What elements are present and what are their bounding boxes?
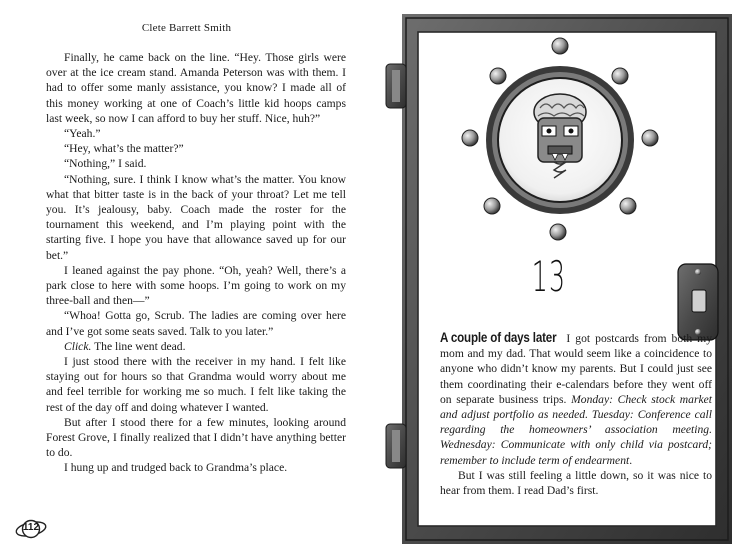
- paragraph: Finally, he came back on the line. “Hey. Those girls were over at the ice cream stand. Amanda Peterson was with them. I had to offer some manly assistance, you know? I made all of this money working at one of Coach’s little kid hoops camps last week, so now I can afford to buy her stuff. Nice, huh?”: [46, 51, 346, 125]
- right-page: [374, 0, 747, 560]
- door-knob-plate: [678, 264, 718, 340]
- paragraph: “Hey, what’s the matter?”: [64, 142, 184, 156]
- text-run: .: [629, 453, 633, 467]
- paragraph: “Nothing, sure. I think I know what’s the matter. You know what that bitter taste is in the back of your throat? Let me tell you. It’s jealousy, baby. Coach made the roster for the tournament this weekend, and I’m playing point with the starting five. I hope you have that allowance saved up for our bet.”: [46, 172, 346, 262]
- rivet: [552, 38, 568, 54]
- paragraph: I hung up and trudged back to Grandma’s place.: [64, 461, 288, 475]
- text-run: I got postcards from both my mom and my dad. That would seem like a coincidence to anyone who didn’t know my parents. But I could just see them coordinating their e-calendars before they went off on separate business trips.: [440, 332, 712, 406]
- running-head: Clete Barrett Smith: [141, 22, 232, 34]
- page-number: 112: [22, 522, 40, 533]
- rivet: [484, 198, 500, 214]
- italic-schedule: Monday: Check stock market and adjust portfolio as needed. Tuesday: Conference call regarding the homeowners’ association meeting. Wednesday: Communicate with only child via postcard; remember to include term of endearment: [440, 392, 712, 467]
- page-number-badge: [14, 518, 48, 540]
- paragraph: “Whoa! Gotta go, Scrub. The ladies are coming over here and I’ve got some seats saved. Talk to you later.”: [46, 309, 346, 338]
- paragraph: But I was still feeling a little down, so it was nice to hear from them. I read Dad’s first.: [440, 468, 712, 498]
- rivet: [490, 68, 506, 84]
- chapter-body: [440, 330, 712, 498]
- paragraph: “Yeah.”: [64, 127, 101, 141]
- paragraph: “Nothing,” I said.: [64, 157, 147, 171]
- left-page-body: [46, 50, 346, 476]
- click-rest: The line went dead.: [91, 339, 186, 353]
- chapter-number: 13: [531, 252, 567, 301]
- rivet: [620, 198, 636, 214]
- rivet: [612, 68, 628, 84]
- paragraph: [440, 330, 712, 468]
- rivet: [462, 130, 478, 146]
- left-page: [0, 0, 373, 560]
- hinge-top: [386, 64, 406, 108]
- paragraph: I just stood there with the receiver in my hand. I felt like staying out for hours so that Grandma would worry about me and feel terrible for working me so much. I felt like taking the rest of the day off and doing whatever I wanted.: [46, 355, 346, 414]
- paragraph-click: [46, 339, 346, 354]
- paragraph: I leaned against the pay phone. “Oh, yeah? Well, there’s a park close to here with some hoops. I’m going to work on my three-ball and then—”: [46, 263, 346, 308]
- rivet: [550, 224, 566, 240]
- click-word: Click.: [64, 339, 92, 353]
- paragraph: But after I stood there for a few minutes, looking around Forest Grove, I finally realized that I didn’t have anything better to do.: [46, 415, 346, 460]
- chapter-lead-in: A couple of days later: [440, 330, 557, 345]
- rivet: [642, 130, 658, 146]
- hinge-bottom: [386, 424, 406, 468]
